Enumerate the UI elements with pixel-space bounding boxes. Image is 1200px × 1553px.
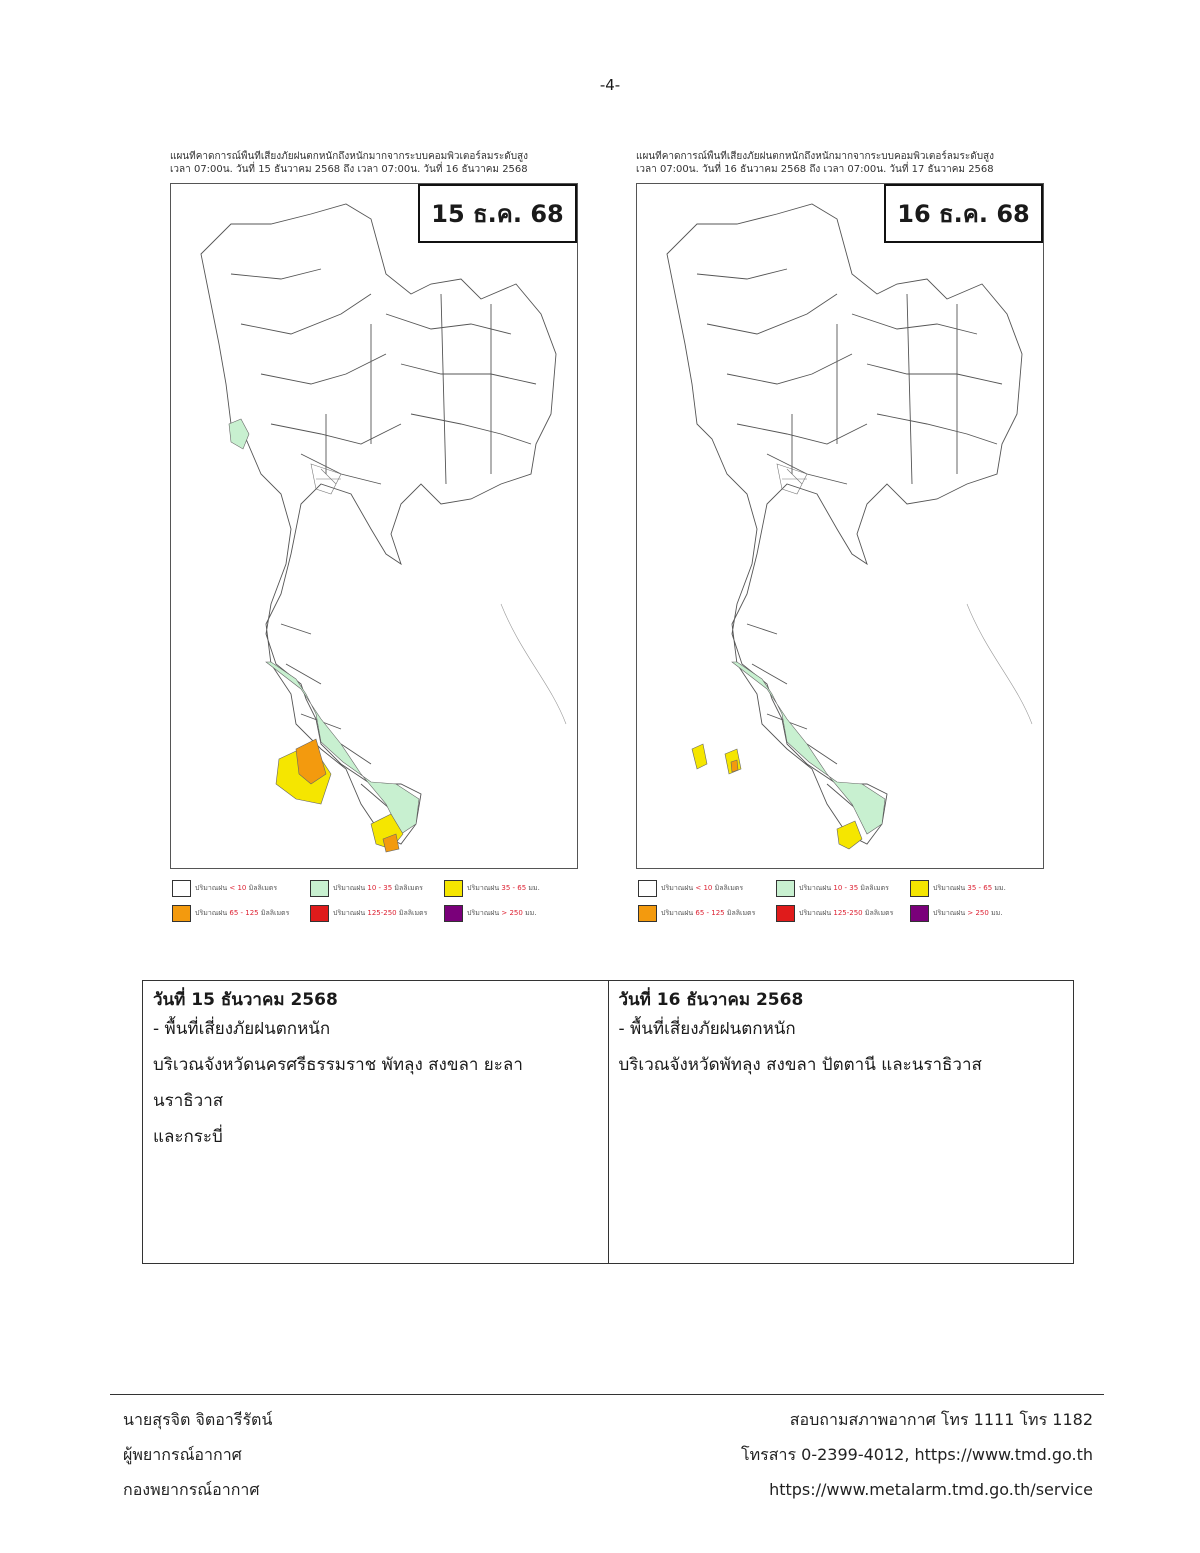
legend-swatch — [910, 905, 929, 922]
neighbour-coast — [967, 604, 1032, 724]
legend-swatch — [310, 880, 329, 897]
legend-swatch — [172, 880, 191, 897]
rain-risk-areas-day1 — [229, 419, 419, 852]
forecast-map-panel-day2 — [636, 150, 1046, 940]
legend-swatch — [444, 905, 463, 922]
forecast-summary-table — [142, 980, 1074, 1264]
legend-swatch — [444, 880, 463, 897]
legend-item: ปริมาณฝน 35 - 65 มม. — [444, 878, 540, 898]
legend-item: ปริมาณฝน 65 - 125 มิลลิเมตร — [638, 903, 755, 923]
summary-areas-cont: และกระบี่ — [153, 1127, 223, 1147]
summary-heading: - พื้นที่เสี่ยงภัยฝนตกหนัก — [618, 1019, 796, 1039]
legend-item: ปริมาณฝน 35 - 65 มม. — [910, 878, 1006, 898]
forecaster-position: ผู้พยากรณ์อากาศ — [123, 1445, 242, 1464]
map-header — [170, 150, 580, 180]
footer-contact — [741, 1402, 1093, 1507]
legend-swatch — [910, 880, 929, 897]
legend-item: ปริมาณฝน > 250 มม. — [910, 903, 1003, 923]
summary-cell-day2 — [608, 981, 1074, 1264]
legend-item: ปริมาณฝน < 10 มิลลิเมตร — [172, 878, 277, 898]
contact-fax-web[interactable]: โทรสาร 0-2399-4012, https://www.tmd.go.th — [741, 1445, 1093, 1464]
thailand-rain-map — [637, 184, 1043, 868]
page-number: -4- — [599, 76, 621, 94]
legend-item: ปริมาณฝน < 10 มิลลิเมตร — [638, 878, 743, 898]
legend-item: ปริมาณฝน > 250 มม. — [444, 903, 537, 923]
contact-phone: สอบถามสภาพอากาศ โทร 1111 โทร 1182 — [789, 1410, 1093, 1429]
map-legend — [172, 876, 578, 936]
legend-swatch — [638, 880, 657, 897]
map-header-line2: เวลา 07:00น. วันที่ 15 ธันวาคม 2568 ถึง เวลา 07:00น. วันที่ 16 ธันวาคม 2568 — [170, 164, 528, 175]
legend-item: ปริมาณฝน 10 - 35 มิลลิเมตร — [310, 878, 423, 898]
legend-swatch — [172, 905, 191, 922]
thailand-rain-map — [171, 184, 577, 868]
map-header — [636, 150, 1046, 180]
footer-signature — [123, 1402, 272, 1507]
legend-item: ปริมาณฝน 125-250 มิลลิเมตร — [776, 903, 893, 923]
footer-divider — [110, 1394, 1104, 1395]
legend-swatch — [638, 905, 657, 922]
forecaster-department: กองพยากรณ์อากาศ — [123, 1480, 260, 1499]
rain-risk-areas-day2 — [692, 662, 885, 849]
legend-swatch — [776, 905, 795, 922]
map-frame — [636, 183, 1044, 869]
summary-cell-day1 — [143, 981, 609, 1264]
summary-date: วันที่ 15 ธันวาคม 2568 — [153, 990, 338, 1010]
legend-item: ปริมาณฝน 125-250 มิลลิเมตร — [310, 903, 427, 923]
legend-item: ปริมาณฝน 10 - 35 มิลลิเมตร — [776, 878, 889, 898]
summary-heading: - พื้นที่เสี่ยงภัยฝนตกหนัก — [153, 1019, 331, 1039]
map-frame — [170, 183, 578, 869]
map-date-label: 16 ธ.ค. 68 — [884, 184, 1043, 243]
summary-areas: บริเวณจังหวัดนครศรีธรรมราช พัทลุง สงขลา ยะลา นราธิวาส — [153, 1055, 523, 1111]
summary-date: วันที่ 16 ธันวาคม 2568 — [618, 990, 804, 1010]
forecaster-name: นายสุรจิต จิตอารีรัตน์ — [123, 1410, 273, 1429]
map-header-line1: แผนที่คาดการณ์พื้นที่เสี่ยงภัยฝนตกหนักถึงหนักมากจากระบบคอมพิวเตอร์ลมระดับสูง — [636, 151, 995, 162]
legend-swatch — [310, 905, 329, 922]
map-legend — [638, 876, 1044, 936]
service-link[interactable]: https://www.metalarm.tmd.go.th/service — [769, 1480, 1093, 1499]
map-header-line2: เวลา 07:00น. วันที่ 16 ธันวาคม 2568 ถึง เวลา 07:00น. วันที่ 17 ธันวาคม 2568 — [636, 164, 994, 175]
map-header-line1: แผนที่คาดการณ์พื้นที่เสี่ยงภัยฝนตกหนักถึงหนักมากจากระบบคอมพิวเตอร์ลมระดับสูง — [170, 151, 529, 162]
summary-areas: บริเวณจังหวัดพัทลุง สงขลา ปัตตานี และนราธิวาส — [618, 1055, 982, 1075]
legend-swatch — [776, 880, 795, 897]
thailand-outline — [201, 204, 556, 844]
legend-item: ปริมาณฝน 65 - 125 มิลลิเมตร — [172, 903, 289, 923]
neighbour-coast — [501, 604, 566, 724]
forecast-map-panel-day1 — [170, 150, 580, 940]
map-date-label: 15 ธ.ค. 68 — [418, 184, 577, 243]
thailand-outline — [667, 204, 1022, 844]
